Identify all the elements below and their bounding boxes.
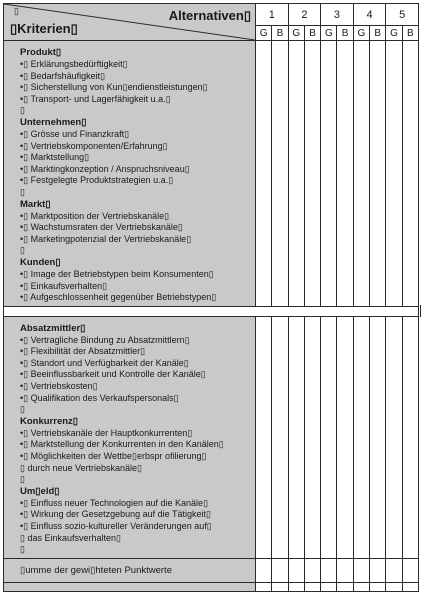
header-diagonal-cell [4,4,256,41]
bad-column-header: B [272,26,288,41]
section-title: Absatzmittler▯ [20,322,86,334]
criterion-item: •▯ Aufgeschlossenheit gegenüber Betriebstypen▯ [20,292,217,303]
score-cell[interactable] [304,41,320,307]
section-spacer: ▯ [20,186,25,197]
criterion-item: •▯ Vertriebskanäle der Hauptkonkurrenten▯ [20,427,193,438]
score-cell[interactable] [256,316,272,558]
footer-cell [321,582,337,591]
score-cell[interactable] [353,316,369,558]
criterion-item: •▯ Marktstellung▯ [20,152,90,163]
criterion-item: •▯ Image der Betriebstypen beim Konsumenten▯ [20,268,214,279]
criterion-item: •▯ Transport- und Lagerfähigkeit u.a.▯ [20,93,171,104]
criterion-item: •▯ Flexibilität der Absatzmittler▯ [20,346,146,357]
criterion-item: ▯ das Einkaufsverhalten▯ [20,532,121,543]
section-title: Produkt▯ [20,47,62,58]
criteria-table [3,3,419,592]
alternative-number: 3 [321,4,354,26]
criterion-item: •▯ Festgelegte Produktstrategien u.a.▯ [20,175,174,186]
criteria-list [4,316,256,558]
score-cell[interactable] [386,41,402,307]
score-cell[interactable] [370,316,386,558]
score-cell[interactable] [402,316,418,558]
good-column-header: G [288,26,304,41]
header-glyph: ▯ [14,6,19,16]
footer-cell [256,582,272,591]
footer-cell [386,582,402,591]
section-spacer: ▯ [20,245,25,256]
score-cell[interactable] [337,316,353,558]
section-title: Kunden▯ [20,256,61,268]
criterion-item: •▯ Qualifikation des Verkaufspersonals▯ [20,392,179,403]
criterion-item: •▯ Einfluss sozio-kultureller Veränderungen auf▯ [20,521,212,531]
score-cell[interactable] [386,316,402,558]
section-spacer: ▯ [20,474,25,485]
footer-cell [337,582,353,591]
section-title: Markt▯ [20,198,51,210]
bad-column-header: B [304,26,320,41]
footer-cell [370,582,386,591]
criterion-item: •▯ Standort und Verfügbarkeit der Kanäle▯ [20,357,189,368]
sum-score-cell[interactable] [272,558,288,582]
criterion-item: •▯ Sicherstellung von Kun▯endienstleistungen▯ [20,82,208,93]
weighted-sum-label: ▯umme der gewi▯hteten Punktwerte [4,558,256,582]
criterion-item: •▯ Einkaufsverhalten▯ [20,280,108,291]
criteria-heading: ▯Kriterien▯ [10,21,78,36]
good-column-header: G [353,26,369,41]
sum-score-cell[interactable] [386,558,402,582]
section-title: Unternehmen▯ [20,116,87,128]
section-spacer: ▯ [20,544,25,555]
sum-score-cell[interactable] [304,558,320,582]
score-cell[interactable] [272,316,288,558]
score-cell[interactable] [353,41,369,307]
section-spacer: ▯ [20,105,25,116]
score-cell[interactable] [402,41,418,307]
score-cell[interactable] [256,41,272,307]
criterion-item: •▯ Möglichkeiten der Wettbe▯erbspr ofilierung▯ [20,451,207,462]
criterion-item: •▯ Erklärungsbedürftigkeit▯ [20,59,128,69]
score-cell[interactable] [272,41,288,307]
alternative-number: 5 [386,4,419,26]
score-cell[interactable] [304,316,320,558]
section-title: Konkurrenz▯ [20,415,79,427]
sum-score-cell[interactable] [288,558,304,582]
criterion-item: •▯ Bedarfshäufigkeit▯ [20,70,106,81]
criterion-item: •▯ Marktposition der Vertriebskanäle▯ [20,210,170,221]
footer-cell [272,582,288,591]
bad-column-header: B [402,26,418,41]
criterion-item: •▯ Marketingpotenzial der Vertriebskanäle▯ [20,233,192,244]
criterion-item: •▯ Einfluss neuer Technologien auf die Kanäle▯ [20,497,209,508]
sum-score-cell[interactable] [256,558,272,582]
sum-score-cell[interactable] [370,558,386,582]
sum-score-cell[interactable] [402,558,418,582]
alternative-number: 2 [288,4,321,26]
footer-cell [304,582,320,591]
page-break [4,306,419,316]
section-title: Um▯eld▯ [20,485,60,497]
criterion-item: •▯ Vertriebskomponenten/Erfahrung▯ [20,140,168,151]
sum-score-cell[interactable] [321,558,337,582]
good-column-header: G [256,26,272,41]
good-column-header: G [386,26,402,41]
footer-cell [402,582,418,591]
score-cell[interactable] [337,41,353,307]
footer-cell [288,582,304,591]
good-column-header: G [321,26,337,41]
sum-score-cell[interactable] [353,558,369,582]
alternatives-heading: Alternativen▯ [168,8,251,23]
alternative-number: 4 [353,4,386,26]
criterion-item: •▯ Grösse und Finanzkraft▯ [20,128,130,139]
score-cell[interactable] [370,41,386,307]
criterion-item: •▯ Vertriebskosten▯ [20,381,98,392]
criterion-item: •▯ Marktingkonzeption / Anspruchsniveau▯ [20,163,190,174]
score-cell[interactable] [321,316,337,558]
criterion-item: •▯ Wachstumsraten der Vertriebskanäle▯ [20,222,183,233]
evaluation-matrix [3,3,418,592]
bad-column-header: B [370,26,386,41]
sum-score-cell[interactable] [337,558,353,582]
alternative-number: 1 [256,4,289,26]
page-edge-mark [420,305,421,317]
bad-column-header: B [337,26,353,41]
criterion-item: •▯ Vertragliche Bindung zu Absatzmittlern▯ [20,334,190,345]
score-cell[interactable] [288,316,304,558]
footer-cell [353,582,369,591]
criterion-item: •▯ Beeinflussbarkeit und Kontrolle der Kanäle▯ [20,369,206,380]
criterion-item: •▯ Wirkung der Gesetzgebung auf die Tätigkeit▯ [20,509,211,520]
criterion-item: ▯ durch neue Vertriebskanäle▯ [20,462,142,473]
criteria-list [4,41,256,307]
criterion-item: •▯ Marktstellung der Konkurrenten in den Kanälen▯ [20,439,224,450]
score-cell[interactable] [321,41,337,307]
section-spacer: ▯ [20,404,25,415]
score-cell[interactable] [288,41,304,307]
